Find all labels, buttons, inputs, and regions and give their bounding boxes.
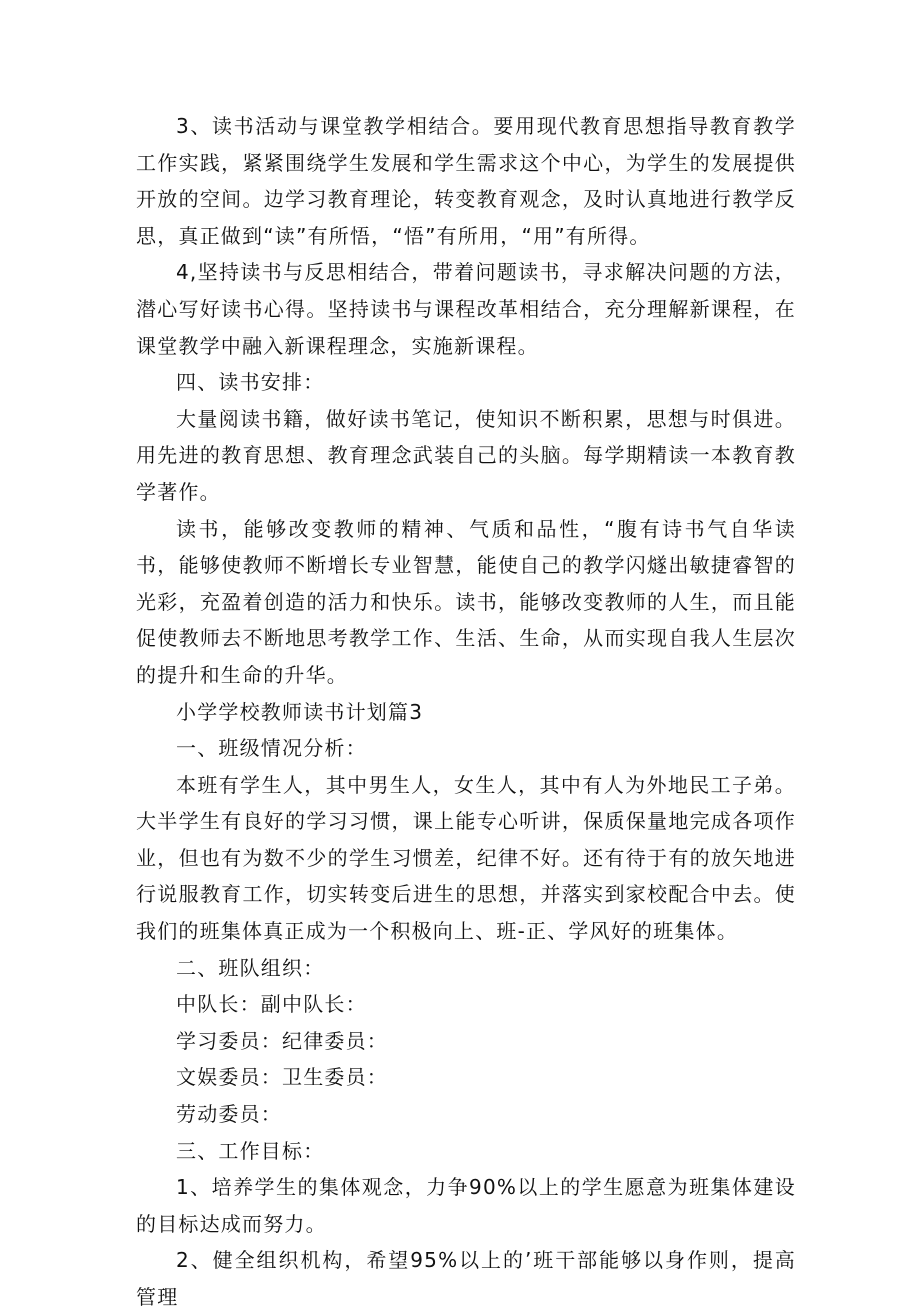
paragraph-reading-plan: 大量阅读书籍，做好读书笔记，使知识不断积累，思想与时俱进。用先进的教育思想、教育理念武装自己的头脑。每学期精读一本教育教学著作。 — [136, 406, 796, 504]
roster-line-labor: 劳动委员： — [176, 1102, 282, 1127]
paragraph-class-analysis: 本班有学生人，其中男生人，女生人，其中有人为外地民工子弟。大半学生有良好的学习习惯，课上能专心听讲，保质保量地完成各项作业，但也有为数不少的学生习惯差，纪律不好。还有待于有的放矢地进行说服教育工作，切实转变后进生的思想，并落实到家校配合中去。使我们的班集体真正成为一个积极向上、班-正、学风好的班集体。 — [136, 772, 796, 944]
roster-line-arts-hygiene: 文娱委员：卫生委员： — [176, 1065, 388, 1090]
paragraph-reading-benefits: 读书，能够改变教师的精神、气质和品性，“腹有诗书气自华读书，能够使教师不断增长专业智慧，能使自己的教学闪燧出敏捷睿智的光彩，充盈着创造的活力和快乐。读书，能够改变教师的人生，而且能促使教师去不断地思考教学工作、生活、生命，从而实现自我人生层次的提升和生命的升华。 — [136, 516, 796, 687]
paragraph-point-4: 4,坚持读书与反思相结合，带着问题读书，寻求解决问题的方法，潜心写好读书心得。坚持读书与课程改革相结合，充分理解新课程，在课堂教学中融入新课程理念，实施新课程。 — [136, 260, 796, 358]
roster-line-study-discipline: 学习委员：纪律委员： — [176, 1028, 388, 1053]
heading-class-analysis: 一、班级情况分析： — [176, 736, 367, 761]
roster-line-squad-leaders: 中队长：副中队长： — [176, 992, 367, 1017]
section-title-plan-3: 小学学校教师读书计划篇3 — [176, 699, 424, 724]
heading-class-organization: 二、班队组织： — [176, 955, 325, 980]
paragraph-goal-2: 2、健全组织机构，希望95%以上的’班干部能够以身作则，提高管理 — [136, 1248, 796, 1309]
paragraph-goal-1: 1、培养学生的集体观念，力争90%以上的学生愿意为班集体建设的目标达成而努力。 — [136, 1175, 796, 1236]
paragraph-point-3: 3、读书活动与课堂教学相结合。要用现代教育思想指导教育教学工作实践，紧紧围绕学生发展和学生需求这个中心，为学生的发展提供开放的空间。边学习教育理论，转变教育观念，及时认真地进行教学反思，真正做到“读”有所悟，“悟”有所用，“用”有所得。 — [136, 114, 796, 248]
heading-work-goals: 三、工作目标： — [176, 1138, 325, 1163]
heading-reading-schedule: 四、读书安排： — [176, 370, 325, 395]
document-body — [136, 108, 796, 1316]
